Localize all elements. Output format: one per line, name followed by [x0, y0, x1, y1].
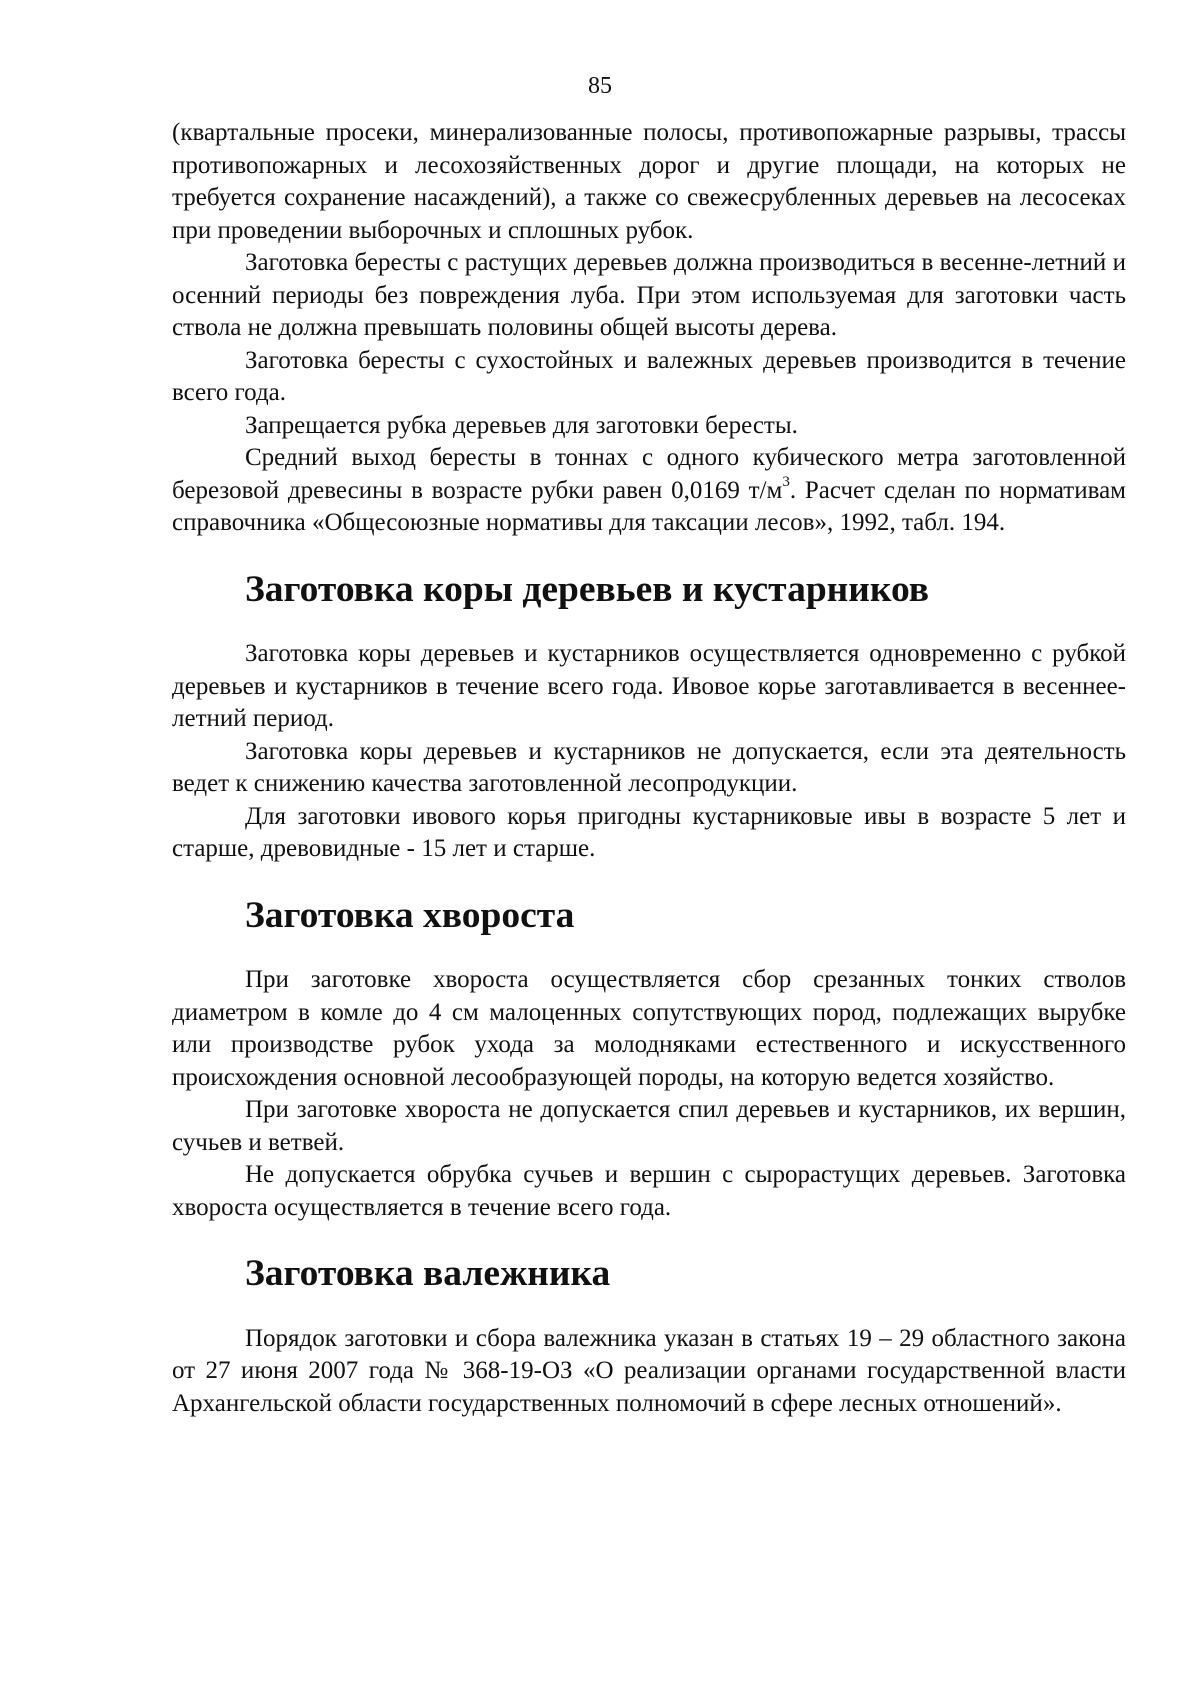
paragraph: При заготовке хвороста осуществляется сбор срезанных тонких стволов диаметром в комле до 4 см малоценных сопутствующих пород, подлежащих вырубке или производстве рубок ухода за молодняками естественного и искусственного происхождения основной лесообразующей породы, на которую ведется хозяйство.	[172, 966, 1126, 1091]
superscript: 3	[782, 474, 790, 491]
document-body	[172, 117, 1126, 1420]
paragraph: Порядок заготовки и сбора валежника указан в статьях 19 – 29 областного закона от 27 июня 2007 года № 368-19-ОЗ «О реализации органами государственной власти Архангельской области государственных полномочий в сфере лесных отношений».	[172, 1324, 1126, 1417]
paragraph-text: . Расчет сделан по нормативам справочника «Общесоюзные нормативы для таксации лесов», 1992, табл. 194.	[172, 476, 1126, 536]
paragraph: Заготовка бересты с сухостойных и валежных деревьев производится в течение всего года.	[172, 346, 1126, 406]
paragraph: Не допускается обрубка сучьев и вершин с сырорастущих деревьев. Заготовка хвороста осуществляется в течение всего года.	[172, 1161, 1126, 1221]
paragraph: Заготовка коры деревьев и кустарников осуществляется одновременно с рубкой деревьев и кустарников в течение всего года. Ивовое корье заготавливается в весеннее-летний период.	[172, 640, 1126, 732]
paragraph: Заготовка коры деревьев и кустарников не допускается, если эта деятельность ведет к снижению качества заготовленной лесопродукции.	[172, 737, 1126, 797]
section-heading-brushwood: Заготовка хвороста	[245, 894, 575, 936]
page-number: 85	[588, 73, 612, 99]
paragraph: Для заготовки ивового корья пригодны кустарниковые ивы в возрасте 5 лет и старше, древовидные - 15 лет и старше.	[172, 802, 1126, 862]
paragraph-text: Средний выход бересты в тоннах с одного кубического метра заготовленной березовой древесины в возрасте рубки равен 0,0169 т/м	[172, 444, 1126, 504]
paragraph: Запрещается рубка деревьев для заготовки бересты.	[245, 411, 798, 439]
section-heading-bark: Заготовка коры деревьев и кустарников	[245, 568, 930, 610]
section-heading-deadwood: Заготовка валежника	[245, 1253, 611, 1294]
paragraph: При заготовке хвороста не допускается спил деревьев и кустарников, их вершин, сучьев и ветвей.	[172, 1096, 1126, 1156]
paragraph: (квартальные просеки, минерализованные полосы, противопожарные разрывы, трассы противопожарных и лесохозяйственных дорог и другие площади, на которых не требуется сохранение насаждений), а также со свежесрубленных деревьев на лесосеках при проведении выборочных и сплошных рубок.	[172, 119, 1126, 244]
paragraph-birch-bark-yield	[172, 442, 1126, 540]
paragraph: Заготовка бересты с растущих деревьев должна производиться в весенне-летний и осенний периоды без повреждения луба. При этом используемая для заготовки часть ствола не должна превышать половины общей высоты дерева.	[172, 249, 1126, 341]
